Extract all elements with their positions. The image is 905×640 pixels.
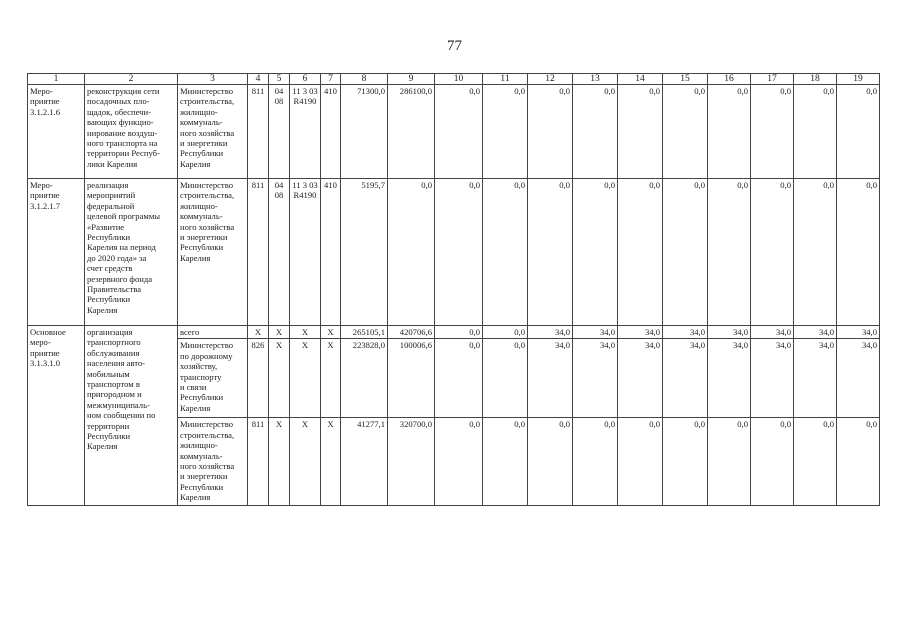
column-header: 4 — [248, 74, 269, 85]
amount-cell: 265105,1 — [341, 326, 388, 339]
column-header: 11 — [483, 74, 528, 85]
column-header: 14 — [618, 74, 663, 85]
column-header: 18 — [794, 74, 837, 85]
measure-description: организация транспортного обслуживания населения авто- мобильным транспортом в пригородном и межмуниципаль- ном сообщении по территории Республики Карелия — [85, 326, 178, 506]
amount-cell: 0,0 — [388, 179, 435, 326]
amount-cell: 34,0 — [618, 339, 663, 418]
amount-cell: 0,0 — [663, 85, 708, 179]
amount-cell: 420706,6 — [388, 326, 435, 339]
column-header: 8 — [341, 74, 388, 85]
table-row — [28, 85, 880, 179]
amount-cell: 34,0 — [794, 326, 837, 339]
column-header: 19 — [837, 74, 880, 85]
amount-cell: 0,0 — [751, 179, 794, 326]
amount-cell: 0,0 — [618, 418, 663, 506]
responsible-executor: Министерство по дорожному хозяйству, транспорту и связи Республики Карелия — [178, 339, 248, 418]
amount-cell: 34,0 — [751, 326, 794, 339]
amount-cell: 0,0 — [751, 85, 794, 179]
amount-cell: 320700,0 — [388, 418, 435, 506]
amount-cell: 0,0 — [483, 85, 528, 179]
amount-cell: 0,0 — [663, 418, 708, 506]
column-number-row — [28, 74, 880, 85]
measure-description: реконструкция сети посадочных пло- щадок, обеспечи- вающих функцио- нирование воздуш- ного транспорта на территории Респуб- лики Карелия — [85, 85, 178, 179]
column-header: 5 — [269, 74, 290, 85]
responsible-executor: Министерство строительства, жилищно- коммуналь- ного хозяйства и энергетики Республики Карелия — [178, 418, 248, 506]
vr-code: 410 — [321, 85, 341, 179]
vr-code: X — [321, 339, 341, 418]
amount-cell: 34,0 — [663, 326, 708, 339]
amount-cell: 0,0 — [708, 85, 751, 179]
measure-code: Основное меро- приятие 3.1.3.1.0 — [28, 326, 85, 506]
column-header: 6 — [290, 74, 321, 85]
column-header: 2 — [85, 74, 178, 85]
amount-cell: 0,0 — [435, 179, 483, 326]
amount-cell: 34,0 — [751, 339, 794, 418]
amount-cell: 0,0 — [528, 179, 573, 326]
amount-cell: 34,0 — [528, 339, 573, 418]
amount-cell: 34,0 — [663, 339, 708, 418]
measure-code: Меро- приятие 3.1.2.1.6 — [28, 85, 85, 179]
responsible-executor: Министерство строительства, жилищно- коммуналь- ного хозяйства и энергетики Республики Карелия — [178, 85, 248, 179]
vr-code: 410 — [321, 179, 341, 326]
budget-table — [27, 73, 880, 506]
grbs-code: 811 — [248, 179, 269, 326]
amount-cell: 0,0 — [794, 85, 837, 179]
column-header: 17 — [751, 74, 794, 85]
amount-cell: 34,0 — [794, 339, 837, 418]
csr-code: X — [290, 339, 321, 418]
column-header: 12 — [528, 74, 573, 85]
amount-cell: 0,0 — [435, 85, 483, 179]
amount-cell: 0,0 — [573, 179, 618, 326]
amount-cell: 41277,1 — [341, 418, 388, 506]
amount-cell: 5195,7 — [341, 179, 388, 326]
amount-cell: 34,0 — [837, 326, 880, 339]
page-number: 77 — [447, 38, 462, 54]
amount-cell: 223828,0 — [341, 339, 388, 418]
amount-cell: 0,0 — [837, 85, 880, 179]
measure-code: Меро- приятие 3.1.2.1.7 — [28, 179, 85, 326]
amount-cell: 34,0 — [573, 326, 618, 339]
amount-cell: 34,0 — [708, 326, 751, 339]
column-header: 10 — [435, 74, 483, 85]
grbs-code: 811 — [248, 85, 269, 179]
grbs-code: X — [248, 326, 269, 339]
column-header: 7 — [321, 74, 341, 85]
amount-cell: 0,0 — [837, 179, 880, 326]
amount-cell: 34,0 — [573, 339, 618, 418]
amount-cell: 0,0 — [618, 179, 663, 326]
rz-pr-code: X — [269, 326, 290, 339]
amount-cell: 0,0 — [794, 179, 837, 326]
amount-cell: 0,0 — [751, 418, 794, 506]
column-header: 1 — [28, 74, 85, 85]
amount-cell: 0,0 — [618, 85, 663, 179]
rz-pr-code: 04 08 — [269, 85, 290, 179]
measure-description: реализация мероприятий федеральной целевой программы «Развитие Республики Карелия на период до 2020 года» за счет средств резервного фонда Правительства Республики Карелия — [85, 179, 178, 326]
amount-cell: 34,0 — [528, 326, 573, 339]
amount-cell: 0,0 — [435, 418, 483, 506]
column-header: 9 — [388, 74, 435, 85]
amount-cell: 0,0 — [435, 326, 483, 339]
column-header: 13 — [573, 74, 618, 85]
amount-cell: 34,0 — [708, 339, 751, 418]
amount-cell: 0,0 — [708, 179, 751, 326]
grbs-code: 826 — [248, 339, 269, 418]
amount-cell: 34,0 — [837, 339, 880, 418]
amount-cell: 0,0 — [794, 418, 837, 506]
responsible-executor: всего — [178, 326, 248, 339]
responsible-executor: Министерство строительства, жилищно- коммуналь- ного хозяйства и энергетики Республики Карелия — [178, 179, 248, 326]
amount-cell: 0,0 — [528, 85, 573, 179]
table-body — [28, 74, 880, 506]
amount-cell: 0,0 — [573, 85, 618, 179]
column-header: 3 — [178, 74, 248, 85]
csr-code: 11 3 03 R4190 — [290, 179, 321, 326]
amount-cell: 0,0 — [483, 418, 528, 506]
amount-cell: 0,0 — [663, 179, 708, 326]
amount-cell: 0,0 — [435, 339, 483, 418]
amount-cell: 286100,0 — [388, 85, 435, 179]
vr-code: X — [321, 326, 341, 339]
column-header: 15 — [663, 74, 708, 85]
amount-cell: 0,0 — [483, 326, 528, 339]
vr-code: X — [321, 418, 341, 506]
csr-code: 11 3 03 R4190 — [290, 85, 321, 179]
amount-cell: 0,0 — [708, 418, 751, 506]
amount-cell: 0,0 — [483, 179, 528, 326]
table-row — [28, 179, 880, 326]
amount-cell: 0,0 — [573, 418, 618, 506]
table-row — [28, 326, 880, 339]
amount-cell: 34,0 — [618, 326, 663, 339]
amount-cell: 0,0 — [483, 339, 528, 418]
csr-code: X — [290, 326, 321, 339]
amount-cell: 0,0 — [528, 418, 573, 506]
amount-cell: 71300,0 — [341, 85, 388, 179]
amount-cell: 0,0 — [837, 418, 880, 506]
amount-cell: 100006,6 — [388, 339, 435, 418]
rz-pr-code: X — [269, 418, 290, 506]
grbs-code: 811 — [248, 418, 269, 506]
csr-code: X — [290, 418, 321, 506]
rz-pr-code: 04 08 — [269, 179, 290, 326]
column-header: 16 — [708, 74, 751, 85]
rz-pr-code: X — [269, 339, 290, 418]
